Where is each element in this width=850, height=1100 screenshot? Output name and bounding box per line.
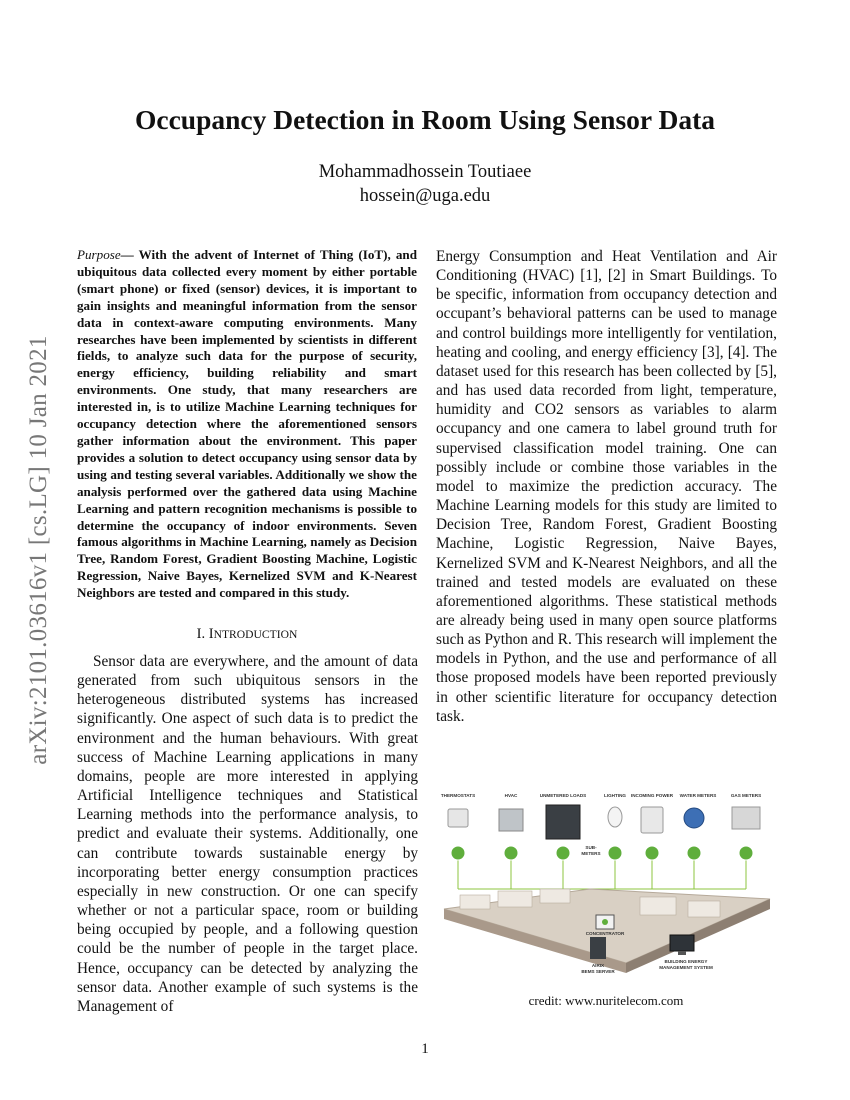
water-meter-device [684,808,704,828]
section-first-letter: I [208,626,214,642]
label-water-meters: WATER METERS [679,793,717,798]
section-number: I. [196,626,206,642]
abstract-text: With the advent of Internet of Thing (IoT), and ubiquitous data collected every moment by either portable (smart phone) or fixed (sensor) devices, it is important to gain insights and meaningful information from the sensor data in context-aware computing environments. Many researches have been implemented by scientists in different fields, to analyze such data for the purpose of security, energy efficiency, building reliability and smart environments. One study, that many researchers are interested in, is to utilize Machine Learning techniques for occupancy detection where the aforementioned sensors gather information about the environment. This paper provides a solution to detect occupancy using sensor data by using and testing several variables. Additionally we show the analysis performed over the gathered data using Machine Learning and pattern recognition mechanisms is possible to determine the occupancy of indoor environments. Seven famous algorithms in Machine Learning, namely as Decision Tree, Random Forest, Gradient Boosting Machine, Logistic Regression, Naive Bayes, Kernelized SVM and K-Nearest Neighbors are tested and compared in this study. [77,247,417,601]
author-name: Mohammadhossein Toutiaee [318,162,532,182]
page-number: 1 [421,1041,429,1057]
arxiv-stamp [14,300,64,800]
abstract-dash: — [120,247,134,262]
label-meters: METERS [581,851,601,856]
section-rest: NTRODUCTION [213,628,298,641]
label-hvac: HVAC [504,793,518,798]
section-heading [77,626,417,643]
label-lighting: LIGHTING [604,793,626,798]
author-email: hossein@uga.edu [359,186,491,206]
label-bems-server: BEMS SERVER [581,969,615,974]
right-column-paragraph: Energy Consumption and Heat Ventilation and Air Conditioning (HVAC) [1], [2] in Smart Buildings. To be specific, information from occupancy detection and occupant’s behavioral patterns can be used to manage and control buildings more intelligently for ventilation, heating and cooling, and energy efficiency [3], [4]. The dataset used for this research has been collected by [5], and has used data recorded from light, temperature, humidity and CO2 sensors as variables to alarm occupancy and one camera to label ground truth for supervised classification model training. One can possibly include or combine those variables in the model to maximize the prediction accuracy. The Machine Learning models for this study are limited to Decision Tree, Random Forest, Gradient Boosting Machine, Logistic Regression, Naive Bayes, Kernelized SVM and K-Nearest Neighbors, and all the trained and tested models are evaluated on these aforementioned algorithms. These statistical methods are already being used in many open source platforms such as Python and R. This research will implement the models in Python, and the use and performance of all those proposed models have been reported previously in other scientific literature for occupancy detection task. [436,248,777,725]
concentrator-light [602,919,608,925]
label-gas-meters: GAS METERS [730,793,762,798]
intro-paragraph: Sensor data are everywhere, and the amount of data generated from such ubiquitous sensors in the heterogeneous distributed systems has increased significantly. One aspect of such data is to predict the environment and the human behaviours. With great success of Machine Learning applications in many domains, people are more interested in applying Artificial Intelligence techniques and Statistical Learning methods into the performance analysis, to predict and evaluate their systems. Additionally, one can contribute towards sustainable energy by incorporating better energy consumption practices especially in new construction. Or one can specify whether or not a particular space, room or building being occupied by people, and a following question could be the number of people in the target place. Hence, occupancy can be detected by analyzing the sensor data. Another example of such systems is the Management of [77,653,418,1015]
label-unmetered-loads: UNMETERED LOADS [539,793,587,798]
meter-badges [451,846,753,860]
incoming-power-device [641,807,663,833]
figure-caption: credit: www.nuritelecom.com [528,993,684,1008]
lighting-device [608,807,622,827]
workstation-stand [678,951,686,955]
label-thermostats: THERMOSTATS [440,793,476,798]
server-device [590,937,606,959]
hvac-device [499,809,523,831]
label-incoming-power: INCOMING POWER [630,793,674,798]
unmetered-loads-device [546,805,580,839]
paper-title: Occupancy Detection in Room Using Sensor Data [134,104,716,135]
label-sub: SUB- [585,845,597,850]
thermostat-device [448,809,468,827]
label-management-system: MANAGEMENT SYSTEM [659,965,713,970]
abstract [77,247,417,602]
gas-meter-device [732,807,760,829]
arxiv-stamp-text: arXiv:2101.03616v1 [cs.LG] 10 Jan 2021 [25,335,52,765]
label-airix: AIRIX [591,963,605,968]
building-energy-figure [440,787,772,983]
label-building-energy: BUILDING ENERGY [664,959,708,964]
abstract-lead: Purpose [77,247,121,262]
workstation-monitor [670,935,694,951]
label-concentrator: CONCENTRATOR [585,931,625,936]
